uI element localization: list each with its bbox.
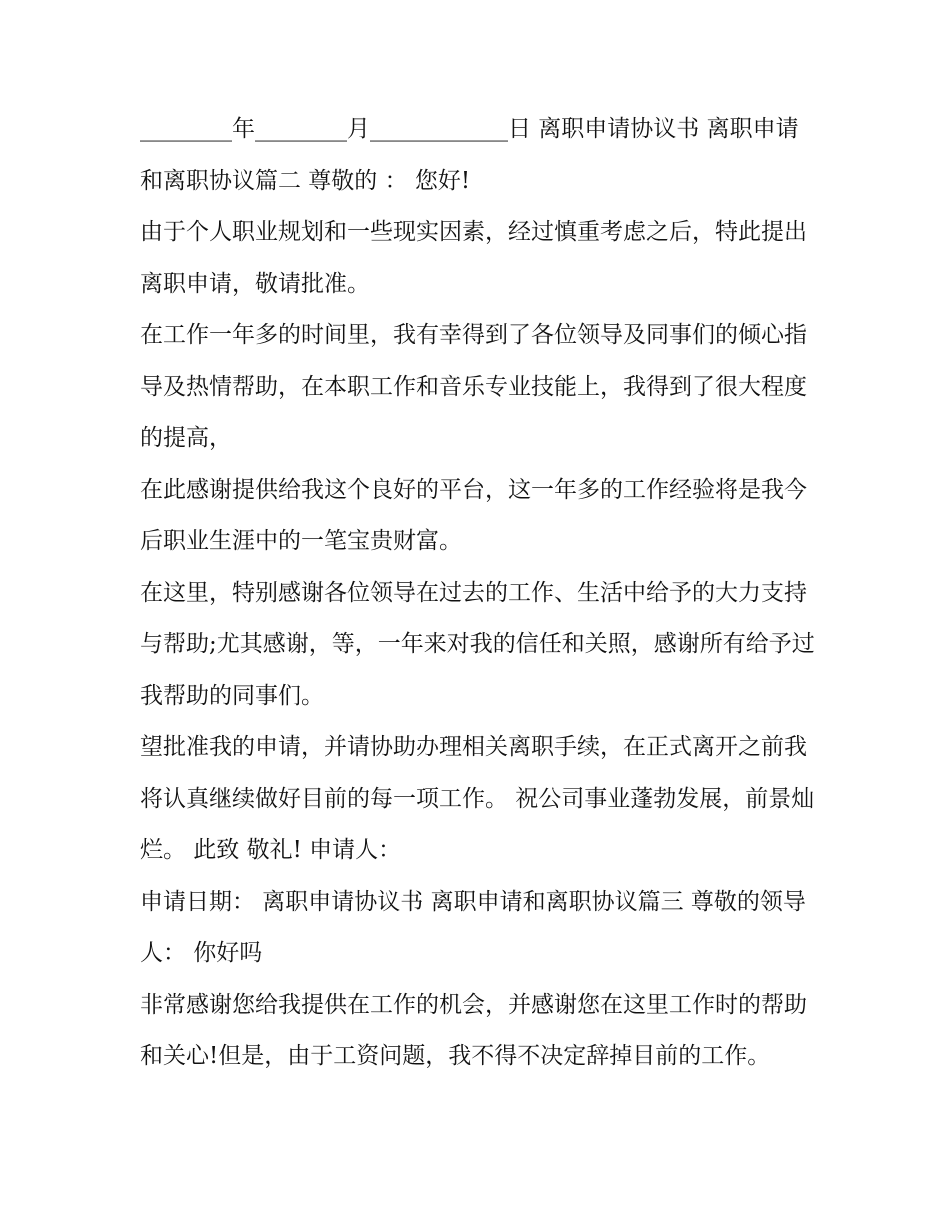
paragraph-gratitude-platform: 在此感谢提供给我这个良好的平台，这一年多的工作经验将是我今后职业生涯中的一笔宝贵财富。 xyxy=(140,476,807,554)
document-body xyxy=(140,104,820,1083)
paragraph-salary-reason: 非常感谢您给我提供在工作的机会，并感谢您在这里工作时的帮助和关心!但是，由于工资问题，我不得不决定辞掉目前的工作。 xyxy=(140,991,807,1069)
paragraph-date-header: ________年________月____________日 离职申请协议书 离职申请和离职协议篇二 尊敬的 ： 您好! xyxy=(140,116,799,194)
paragraph-resign-reason: 由于个人职业规划和一些现实因素，经过慎重考虑之后，特此提出离职申请，敬请批准。 xyxy=(140,219,807,297)
paragraph-thanks-leaders: 在这里，特别感谢各位领导在过去的工作、生活中给予的大力支持与帮助;尤其感谢，等，一年来对我的信任和关照，感谢所有给予过我帮助的同事们。 xyxy=(140,579,815,709)
paragraph-gratitude-work: 在工作一年多的时间里，我有幸得到了各位领导及同事们的倾心指导及热情帮助，在本职工作和音乐专业技能上，我得到了很大程度的提高， xyxy=(140,322,807,451)
paragraph-date-part-three: 申请日期： 离职申请协议书 离职申请和离职协议篇三 尊敬的领导人： 你好吗 xyxy=(140,888,806,966)
paragraph-request-closing: 望批准我的申请，并请协助办理相关离职手续，在正式离开之前我将认真继续做好目前的每一项工作。 祝公司事业蓬勃发展，前景灿烂。 此致 敬礼! 申请人： xyxy=(140,734,815,863)
